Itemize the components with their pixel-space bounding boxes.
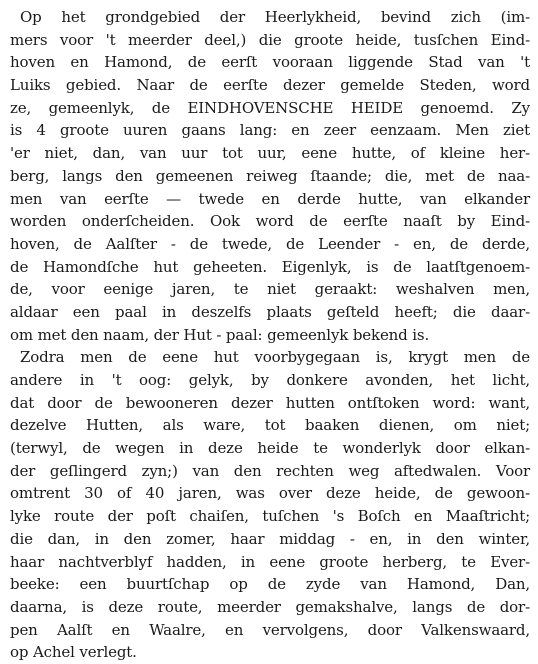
text-line: andere in 't oog: gelyk, by donkere avonden, het licht,: [10, 371, 530, 389]
paragraph-2: [10, 346, 530, 664]
text-line: Zodra men de eene hut voorbygegaan is, krygt men de: [20, 348, 530, 367]
document-page: [10, 6, 530, 664]
text-line: aldaar een paal in deszelfs plaats geſteld heeft; die daar-: [10, 302, 530, 321]
text-line: haar nachtverblyf hadden, in eene groote herberg, te Ever-: [10, 552, 530, 571]
text-line: de, voor eenige jaren, te niet geraakt: weshalven men,: [10, 280, 530, 299]
text-line: lyke route der poſt chaiſen, tuſchen 's Boſch en Maaſtricht;: [10, 507, 530, 526]
text-line: Luiks gebied. Naar de eerſte dezer gemelde Steden, word: [10, 76, 530, 95]
text-line: der geſlingerd zyn;) van den rechten weg aftedwalen. Voor: [10, 461, 530, 480]
text-line: men van eerſte — twede en derde hutte, van elkander: [10, 189, 530, 208]
text-line: die dan, in den zomer, haar middag - en, in den winter,: [10, 529, 530, 548]
text-line: worden onderſcheiden. Ook word de eerſte naaſt by Eind-: [10, 212, 530, 231]
text-line: 'er niet, dan, van uur tot uur, eene hutte, of kleine her-: [10, 144, 530, 163]
text-line: (terwyl, de wegen in deze heide te wonderlyk door elkan-: [10, 439, 530, 458]
text-line: ze, gemeenlyk, de EINDHOVENSCHE HEIDE genoemd. Zy: [10, 98, 530, 117]
paragraph-1: [10, 6, 530, 346]
text-line: hoven en Hamond, de eerſt vooraan liggende Stad van 't: [10, 53, 530, 72]
text-line: dat door de bewooneren dezer hutten ontſtoken word: want,: [10, 393, 530, 412]
text-line: omtrent 30 of 40 jaren, was over deze heide, de gewoon-: [10, 484, 530, 503]
text-line: op Achel verlegt.: [10, 643, 137, 662]
text-line: om met den naam, der Hut - paal: gemeenlyk bekend is.: [10, 325, 430, 344]
text-line: de Hamondſche hut geheeten. Eigenlyk, is de laatſtgenoem-: [10, 257, 530, 276]
text-line: pen Aalſt en Waalre, en vervolgens, door Valkenswaard,: [10, 620, 530, 639]
text-line: beeke: een buurtſchap op de zyde van Hamond, Dan,: [10, 575, 530, 594]
text-line: hoven, de Aalſter - de twede, de Leender - en, de derde,: [10, 234, 530, 253]
text-line: daarna, is deze route, meerder gemakshalve, langs de dor-: [10, 597, 530, 616]
text-line: mers voor 't meerder deel,) die groote heide, tusſchen Eind-: [10, 30, 530, 49]
text-line: Op het grondgebied der Heerlykheid, bevind zich (im-: [20, 8, 530, 26]
text-line: berg, langs den gemeenen reiweg ſtaande; die, met de naa-: [10, 166, 530, 185]
text-line: dezelve Hutten, als ware, tot baaken dienen, om niet;: [10, 416, 530, 435]
text-line: is 4 groote uuren gaans lang: en zeer eenzaam. Men ziet: [10, 121, 530, 140]
